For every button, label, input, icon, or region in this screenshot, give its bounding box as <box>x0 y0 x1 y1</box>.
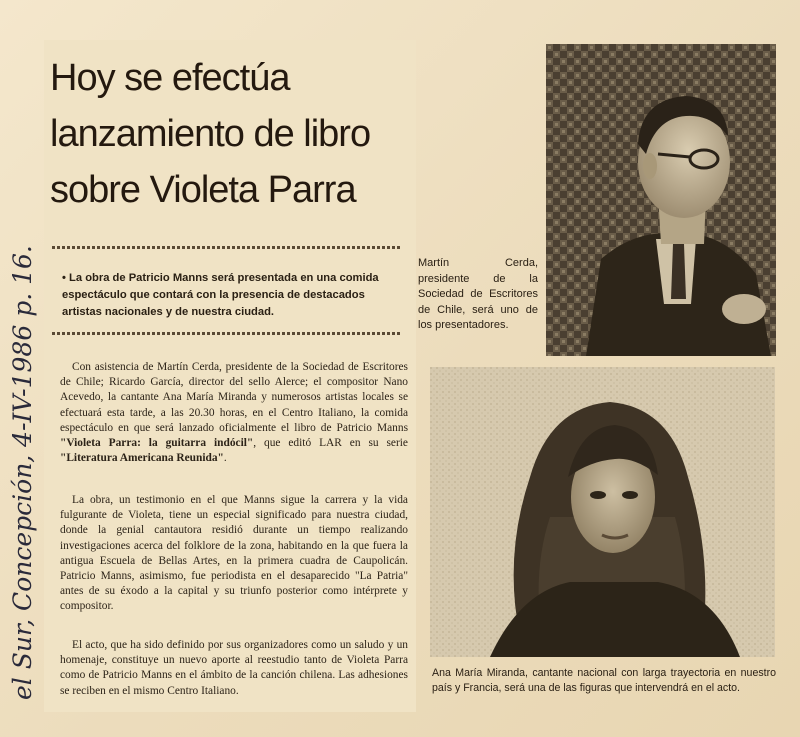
headline-line-3: sobre Violeta Parra <box>50 169 356 211</box>
article-paragraph-2: La obra, un testimonio en el que Manns sigue la carrera y la vida fulgurante de Violeta, tiene un especial significado para nuestra ciudad, donde la genial cantautora residió durante un tiempo realizando investigaciones acerca del folklore de la zona, habitando en la que fuera la antigua Escuela de Bellas Artes, en la primera cuadra de Caupolicán. Patricio Manns, asimismo, fue periodista en el desaparecido "La Patria" antes de su éxodo a la capital y su triunfo posterior como intérprete y compositor. <box>60 494 408 613</box>
divider-rule <box>52 332 402 335</box>
divider-rule <box>52 246 402 249</box>
portrait-man-image <box>546 44 776 356</box>
headline-line-2: lanzamiento de libro <box>50 113 371 155</box>
handwritten-source-note: el Sur, Concepción, 4-IV-1986 p. 16. <box>8 245 37 700</box>
photo-caption-2: Ana María Miranda, cantante nacional con larga trayectoria en nuestro país y Francia, será una de las figuras que intervendrá en el acto. <box>432 667 776 694</box>
photo-martin-cerda <box>546 44 776 356</box>
article-paragraph-1: Con asistencia de Martín Cerda, presidente de la Sociedad de Escritores de Chile; Ricardo García, director del sello Alerce; el compositor Nano Acevedo, la cantante Ana María Miranda y numerosos artistas locales se efectuará esta tarde, a las 20.30 horas, en el Centro Italiano, la comida espectáculo en que será lanzado oficialmente el libro de Patricio Manns "Violeta Parra: la guitarra indócil", que editó LAR en su serie "Literatura Americana Reunida". <box>60 361 408 465</box>
headline-line-1: Hoy se efectúa <box>50 57 290 99</box>
photo-caption-1: Martín Cerda, presidente de la Sociedad de Escritores de Chile, será uno de los presentadores. <box>418 257 538 332</box>
article-headline <box>50 50 420 218</box>
portrait-woman-image <box>430 367 775 657</box>
article-paragraph-3: El acto, que ha sido definido por sus organizadores como un saludo y un homenaje, constituye un nuevo aporte al reestudio tanto de Violeta Parra como de Patricio Manns en el ámbito de la canción chilena. Las adhesiones se reciben en el mismo Centro Italiano. <box>60 639 408 697</box>
photo-ana-maria-miranda <box>430 367 775 657</box>
article-lead: • La obra de Patricio Manns será presentada en una comida espectáculo que contará con la presencia de destacados artistas nacionales y de nuestra ciudad. <box>62 272 379 318</box>
